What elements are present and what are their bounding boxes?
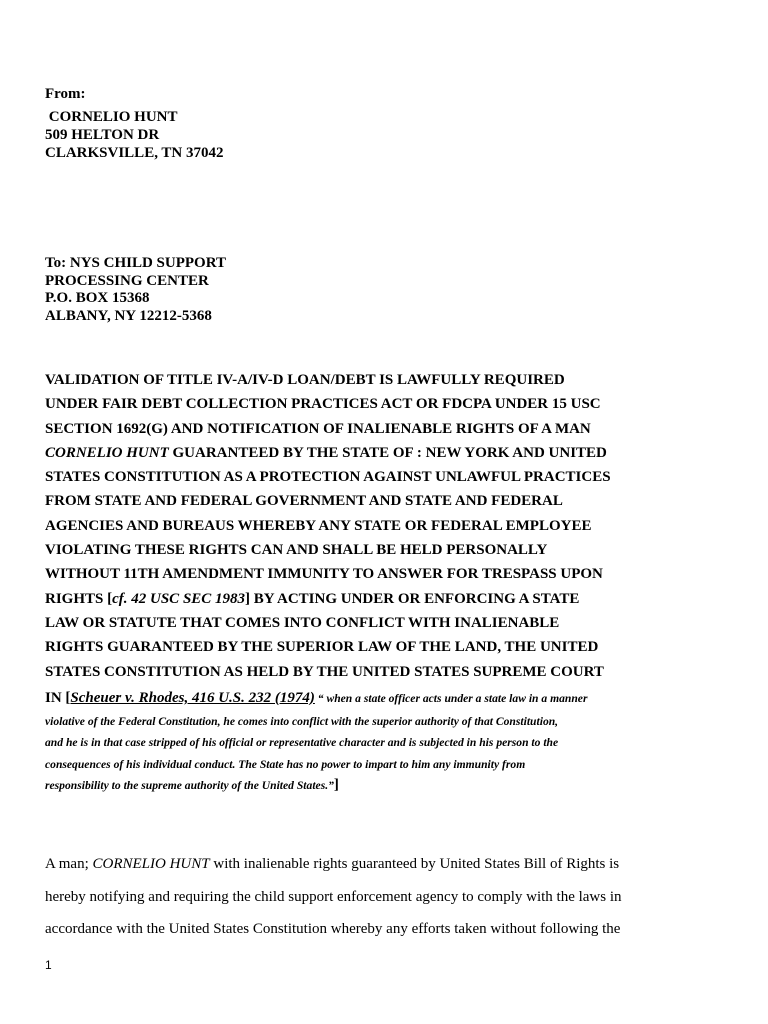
statute-citation: cf. 42 USC SEC 1983	[112, 590, 246, 607]
subject-line: STATES CONSTITUTION AS A PROTECTION AGAINST UNLAWFUL PRACTICES	[45, 469, 611, 486]
recipient-line-1: To: NYS CHILD SUPPORT	[45, 255, 227, 271]
quote-line: and he is in that case stripped of his official or representative character and is subjected in his person to the	[45, 736, 559, 750]
subject-line: UNDER FAIR DEBT COLLECTION PRACTICES ACT OR FDCPA UNDER 15 USC	[45, 396, 601, 413]
body-paragraph	[45, 848, 735, 946]
recipient-line-3: P.O. BOX 15368	[45, 290, 150, 306]
quote-line: violative of the Federal Constitution, he comes into conflict with the superior authority of that Constitution,	[45, 715, 559, 728]
sender-name: CORNELIO HUNT	[45, 109, 178, 125]
body-name: CORNELIO HUNT	[92, 856, 210, 872]
subject-line: STATES CONSTITUTION AS HELD BY THE UNITED STATES SUPREME COURT	[45, 663, 604, 680]
from-label: From:	[45, 86, 86, 102]
subject-line: VIOLATING THESE RIGHTS CAN AND SHALL BE HELD PERSONALLY	[45, 542, 548, 559]
subject-line: FROM STATE AND FEDERAL GOVERNMENT AND STATE AND FEDERAL	[45, 493, 563, 510]
subject-line: VALIDATION OF TITLE IV-A/IV-D LOAN/DEBT IS LAWFULLY REQUIRED	[45, 372, 565, 388]
body-text: with inalienable rights guaranteed by United States Bill of Rights is	[209, 856, 620, 872]
recipient-address	[45, 255, 226, 325]
subject-line	[45, 587, 735, 611]
subject-line-text: GUARANTEED BY THE STATE OF : NEW YORK AND UNITED	[168, 444, 607, 461]
quote-line: consequences of his individual conduct. The State has no power to impart to him any immunity from	[45, 757, 526, 771]
recipient-line-2: PROCESSING CENTER	[45, 272, 209, 289]
subject-line: RIGHTS GUARANTEED BY THE SUPERIOR LAW OF THE LAND, THE UNITED	[45, 639, 599, 656]
subject-line-text: RIGHTS [	[45, 590, 113, 607]
subject-line: SECTION 1692(G) AND NOTIFICATION OF INALIENABLE RIGHTS OF A MAN	[45, 420, 591, 437]
quote-prefix: IN [	[45, 690, 71, 706]
quote-close-bracket: ]	[333, 776, 339, 793]
sender-street: 509 HELTON DR	[45, 127, 160, 143]
case-quote	[45, 686, 735, 796]
body-line: hereby notifying and requiring the child support enforcement agency to comply with the laws in	[45, 888, 622, 905]
subject-line	[45, 441, 735, 465]
body-text: A man;	[45, 856, 93, 872]
subject-line: LAW OR STATUTE THAT COMES INTO CONFLICT WITH INALIENABLE	[45, 614, 560, 631]
subject-line-text: ] BY ACTING UNDER OR ENFORCING A STATE	[245, 590, 580, 607]
quote-text: “ when a state officer acts under a state law in a manner	[314, 692, 588, 705]
subject-name: CORNELIO HUNT	[45, 444, 169, 461]
body-line: accordance with the United States Constitution whereby any efforts taken without following the	[45, 921, 621, 937]
quote-line	[45, 686, 735, 711]
quote-text: responsibility to the supreme authority of the United States.”	[45, 778, 334, 792]
page-number: 1	[45, 958, 52, 972]
sender-address	[45, 108, 224, 162]
case-citation-link[interactable]: Scheuer v. Rhodes, 416 U.S. 232 (1974)	[70, 690, 315, 706]
subject-heading	[45, 368, 735, 684]
body-line	[45, 848, 735, 881]
subject-line: AGENCIES AND BUREAUS WHEREBY ANY STATE OR FEDERAL EMPLOYEE	[45, 517, 592, 534]
sender-city: CLARKSVILLE, TN 37042	[45, 145, 224, 161]
subject-line: WITHOUT 11TH AMENDMENT IMMUNITY TO ANSWER FOR TRESPASS UPON	[45, 566, 603, 583]
recipient-line-4: ALBANY, NY 12212-5368	[45, 307, 212, 324]
quote-line	[45, 775, 735, 796]
